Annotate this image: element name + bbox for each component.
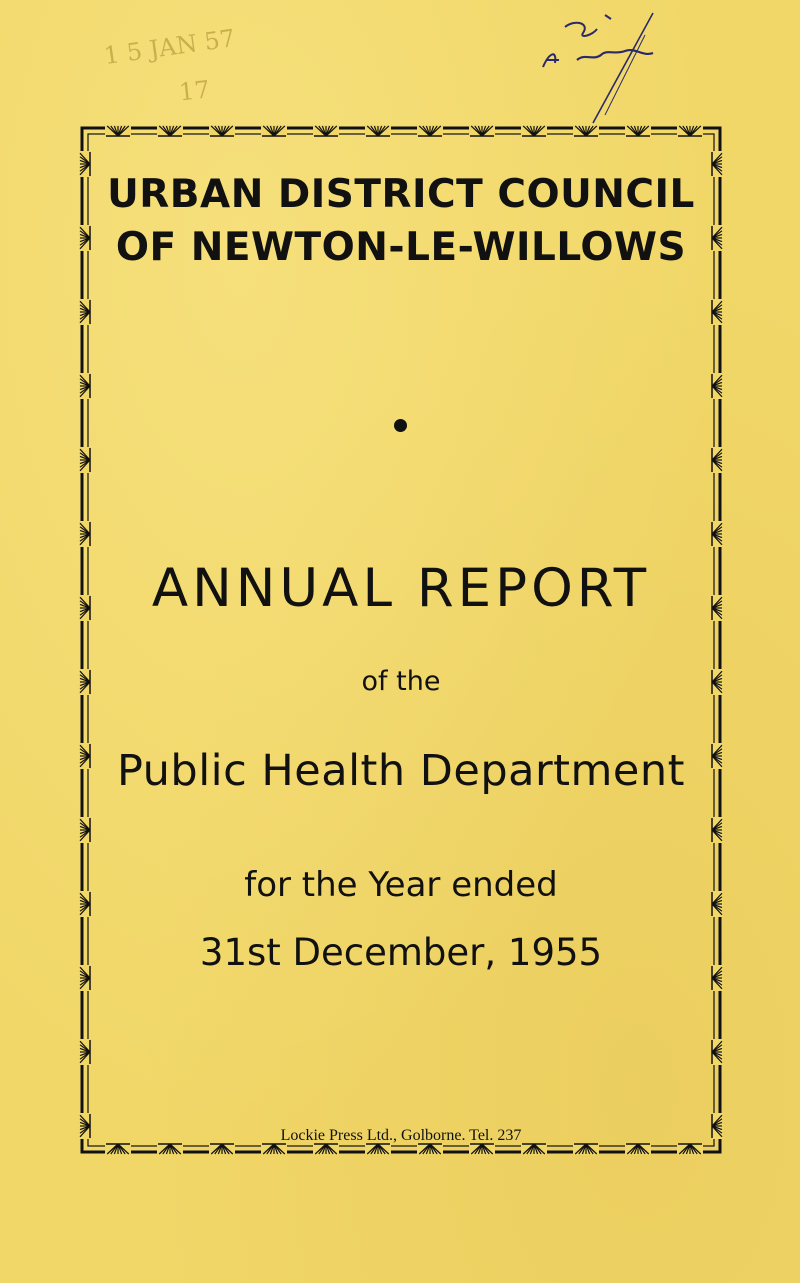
handwritten-signature (535, 5, 680, 130)
border-ornament (573, 1143, 599, 1155)
border-ornament (261, 125, 287, 137)
border-ornament (105, 1143, 131, 1155)
border-ornament (79, 151, 91, 177)
border-ornament (711, 817, 723, 843)
border-ornament (261, 1143, 287, 1155)
border-ornament (625, 1143, 651, 1155)
period-date: 31st December, 1955 (199, 931, 603, 974)
svg-text:17: 17 (177, 75, 212, 107)
border-ornament (677, 125, 703, 137)
svg-text:1 5 JAN 57: 1 5 JAN 57 (102, 24, 237, 71)
border-ornament (469, 1143, 495, 1155)
border-ornament (711, 447, 723, 473)
report-title: ANNUAL REPORT (151, 558, 651, 619)
border-ornament (625, 125, 651, 137)
border-ornament (79, 373, 91, 399)
border-ornament (711, 521, 723, 547)
border-ornament (521, 125, 547, 137)
border-ornament (573, 125, 599, 137)
border-ornament (209, 1143, 235, 1155)
border-ornament (711, 373, 723, 399)
border-ornament (209, 125, 235, 137)
border-ornament (417, 1143, 443, 1155)
pencil-annotation (95, 20, 255, 110)
border-ornament (677, 1143, 703, 1155)
border-ornament (105, 125, 131, 137)
printer-imprint: Lockie Press Ltd., Golborne. Tel. 237 (280, 1127, 522, 1144)
border-ornament (79, 299, 91, 325)
border-ornament (711, 299, 723, 325)
border-ornament (711, 1039, 723, 1065)
bullet-ornament (394, 419, 407, 432)
connector-text: of the (361, 666, 441, 697)
border-ornament (313, 1143, 339, 1155)
council-title-line-1: URBAN DISTRICT COUNCIL (107, 172, 695, 217)
border-ornament (711, 151, 723, 177)
decorative-border (78, 124, 724, 1156)
border-ornament (79, 521, 91, 547)
border-ornament (313, 125, 339, 137)
border-ornament (417, 125, 443, 137)
border-ornament (365, 125, 391, 137)
border-ornament (365, 1143, 391, 1155)
department-name: Public Health Department (117, 746, 685, 796)
border-ornament (157, 1143, 183, 1155)
border-ornament (469, 125, 495, 137)
period-label: for the Year ended (244, 865, 558, 905)
border-ornament (521, 1143, 547, 1155)
border-ornament (157, 125, 183, 137)
border-ornament (79, 817, 91, 843)
border-ornament (79, 1039, 91, 1065)
council-title-line-2: OF NEWTON-LE-WILLOWS (115, 225, 687, 270)
border-ornament (79, 447, 91, 473)
